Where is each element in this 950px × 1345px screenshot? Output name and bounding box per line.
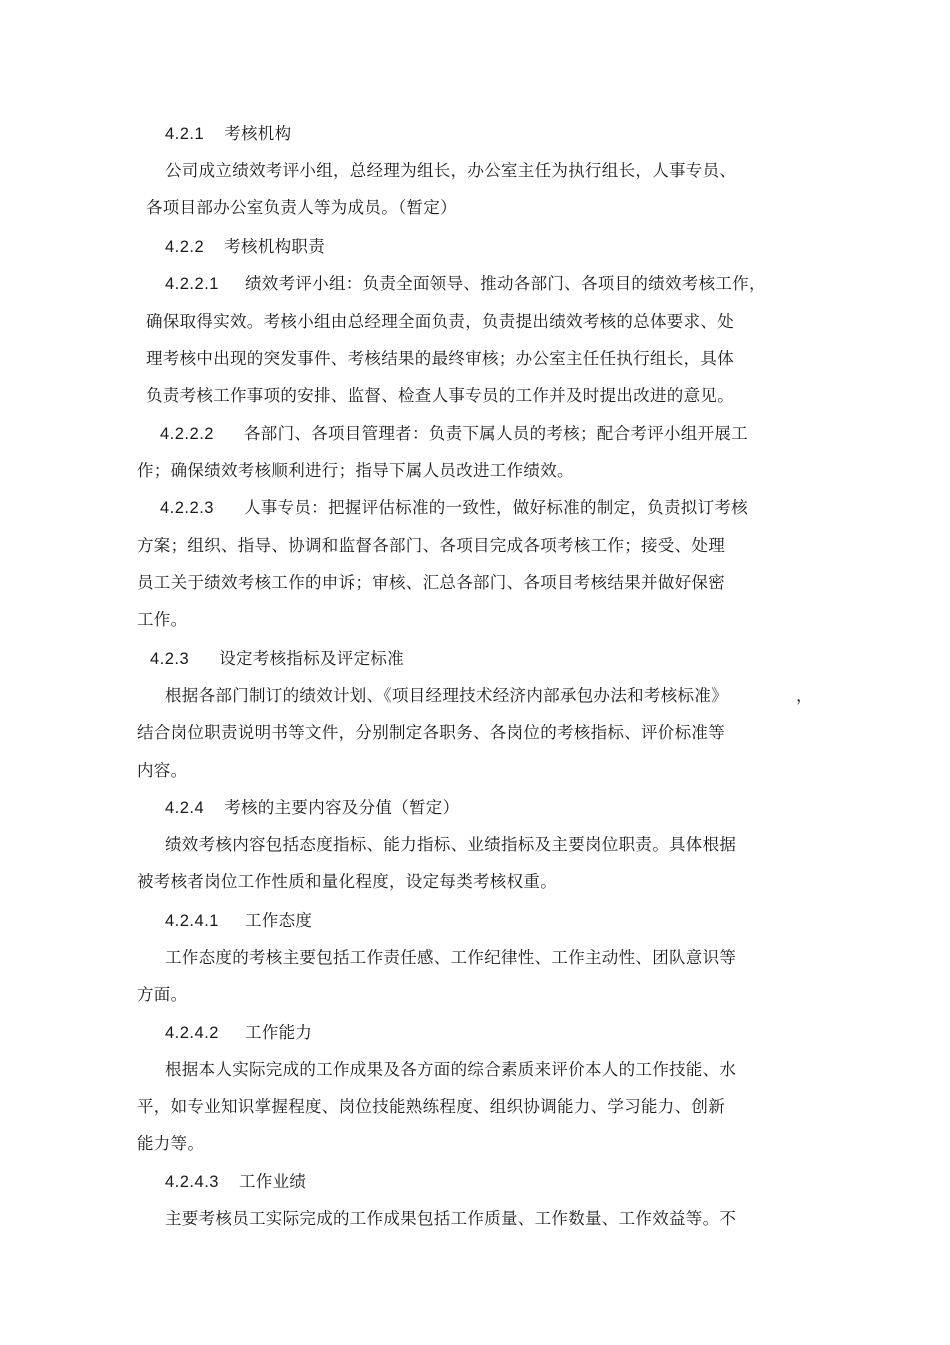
section-number: 4.2.4.1 — [165, 912, 219, 930]
heading-4-2-4-1 — [165, 910, 312, 932]
paragraph-text: 人事专员：把握评估标准的一致性，做好标准的制定，负责拟订考核 — [243, 498, 748, 517]
heading-4-2-1 — [165, 123, 291, 145]
heading-4-2-3 — [150, 648, 404, 670]
section-number: 4.2.3 — [150, 650, 190, 668]
paragraph-line: 理考核中出现的突发事件、考核结果的最终审核；办公室主任任执行组长，具体 — [146, 349, 734, 368]
paragraph-text: 绩效考评小组：负责全面领导、推动各部门、各项目的绩效考核工作， — [244, 274, 766, 293]
paragraph-4-2-2-2 — [160, 423, 748, 445]
section-title: 工作业绩 — [238, 1172, 307, 1191]
section-title: 工作态度 — [244, 911, 313, 930]
paragraph-line: 员工关于绩效考核工作的申诉；审核、汇总各部门、各项目考核结果并做好保密 — [137, 573, 725, 592]
paragraph-line: 内容。 — [137, 761, 188, 780]
paragraph-line: 绩效考核内容包括态度指标、能力指标、业绩指标及主要岗位职责。具体根据 — [165, 835, 737, 854]
paragraph-line: 负责考核工作事项的安排、监督、检查人事专员的工作并及时提出改进的意见。 — [146, 386, 734, 405]
paragraph-line: 根据各部门制订的绩效计划、《项目经理技术经济内部承包办法和考核标准》 — [165, 686, 728, 705]
paragraph-text: 各部门、各项目管理者：负责下属人员的考核；配合考评小组开展工 — [243, 424, 748, 443]
paragraph-line: 方案；组织、指导、协调和监督各部门、各项目完成各项考核工作；接受、处理 — [137, 536, 725, 555]
section-number: 4.2.4.2 — [165, 1024, 219, 1042]
section-title: 工作能力 — [244, 1023, 313, 1042]
paragraph-4-2-2-1 — [165, 273, 766, 295]
heading-4-2-4-3 — [165, 1171, 306, 1193]
paragraph-line: 工作。 — [137, 610, 188, 629]
section-title: 考核机构职责 — [224, 237, 326, 256]
section-number: 4.2.4.3 — [165, 1173, 219, 1191]
paragraph-line: 能力等。 — [137, 1134, 205, 1153]
paragraph-line: 结合岗位职责说明书等文件，分别制定各职务、各岗位的考核指标、评价标准等 — [137, 723, 725, 742]
section-number: 4.2.1 — [165, 125, 205, 143]
section-title: 考核的主要内容及分值（暂定） — [224, 798, 460, 817]
section-number: 4.2.2.1 — [165, 275, 219, 293]
paragraph-4-2-2-3 — [160, 497, 748, 519]
section-title: 设定考核指标及评定标准 — [219, 649, 405, 668]
paragraph-line: 主要考核员工实际完成的工作成果包括工作质量、工作数量、工作效益等。不 — [165, 1209, 737, 1228]
paragraph-comma: ， — [796, 686, 813, 705]
paragraph-line: 平，如专业知识掌握程度、岗位技能熟练程度、组织协调能力、学习能力、创新 — [137, 1097, 725, 1116]
section-title: 考核机构 — [224, 124, 292, 143]
section-number: 4.2.2.2 — [160, 425, 214, 443]
section-number: 4.2.4 — [165, 799, 205, 817]
paragraph-line: 公司成立绩效考评小组，总经理为组长，办公室主任为执行组长，人事专员、 — [165, 161, 737, 180]
section-number: 4.2.2 — [165, 238, 205, 256]
paragraph-line: 工作态度的考核主要包括工作责任感、工作纪律性、工作主动性、团队意识等 — [165, 948, 737, 967]
section-number: 4.2.2.3 — [160, 499, 214, 517]
paragraph-line: 方面。 — [137, 985, 188, 1004]
paragraph-line: 根据本人实际完成的工作成果及各方面的综合素质来评价本人的工作技能、水 — [165, 1060, 737, 1079]
heading-4-2-4 — [165, 797, 459, 819]
heading-4-2-4-2 — [165, 1022, 312, 1044]
paragraph-line: 作；确保绩效考核顺利进行；指导下属人员改进工作绩效。 — [137, 461, 574, 480]
paragraph-line: 被考核者岗位工作性质和量化程度，设定每类考核权重。 — [137, 872, 557, 891]
paragraph-line: 确保取得实效。考核小组由总经理全面负责，负责提出绩效考核的总体要求、处 — [146, 312, 734, 331]
paragraph-line: 各项目部办公室负责人等为成员。（暂定） — [146, 198, 457, 217]
heading-4-2-2 — [165, 236, 325, 258]
